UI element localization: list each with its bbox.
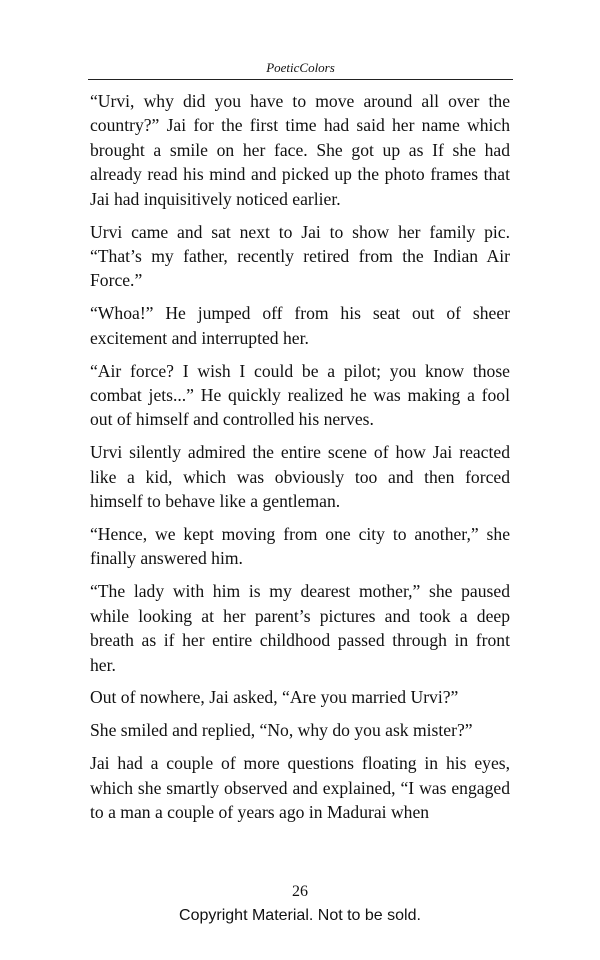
paragraph: “Urvi, why did you have to move around all over the country?” Jai for the first time had said her name which brought a smile on her face. She got up as If she had already read his mind and picked up the photo frames that Jai had inquisitively noticed earlier. (90, 91, 510, 209)
paragraph: Jai had a couple of more questions floating in his eyes, which she smartly observed and explained, “I was engaged to a man a couple of years ago in Madurai when (90, 753, 510, 823)
paragraph: “Hence, we kept moving from one city to another,” she finally answered him. (90, 524, 510, 569)
paragraph: She smiled and replied, “No, why do you ask mister?” (90, 720, 473, 741)
paragraph: Out of nowhere, Jai asked, “Are you married Urvi?” (90, 687, 459, 708)
header-divider (88, 79, 513, 80)
paragraph: “The lady with him is my dearest mother,” she paused while looking at her parent’s pictures and took a deep breath as if her entire childhood passed through in front her. (90, 581, 510, 675)
paragraph: “Air force? I wish I could be a pilot; you know those combat jets...” He quickly realized he was making a fool out of himself and controlled his nerves. (90, 360, 510, 430)
page-body (90, 89, 510, 833)
paragraph: Urvi came and sat next to Jai to show her family pic. “That’s my father, recently retired from the Indian Air Force.” (90, 221, 510, 291)
paragraph: “Whoa!” He jumped off from his seat out of sheer excitement and interrupted her. (90, 303, 510, 348)
copyright-notice: Copyright Material. Not to be sold. (179, 907, 421, 924)
page-number: 26 (292, 883, 308, 900)
paragraph: Urvi silently admired the entire scene of how Jai reacted like a kid, which was obviously too and then forced himself to behave like a gentleman. (90, 442, 510, 512)
running-header-title: PoeticColors (266, 60, 335, 75)
